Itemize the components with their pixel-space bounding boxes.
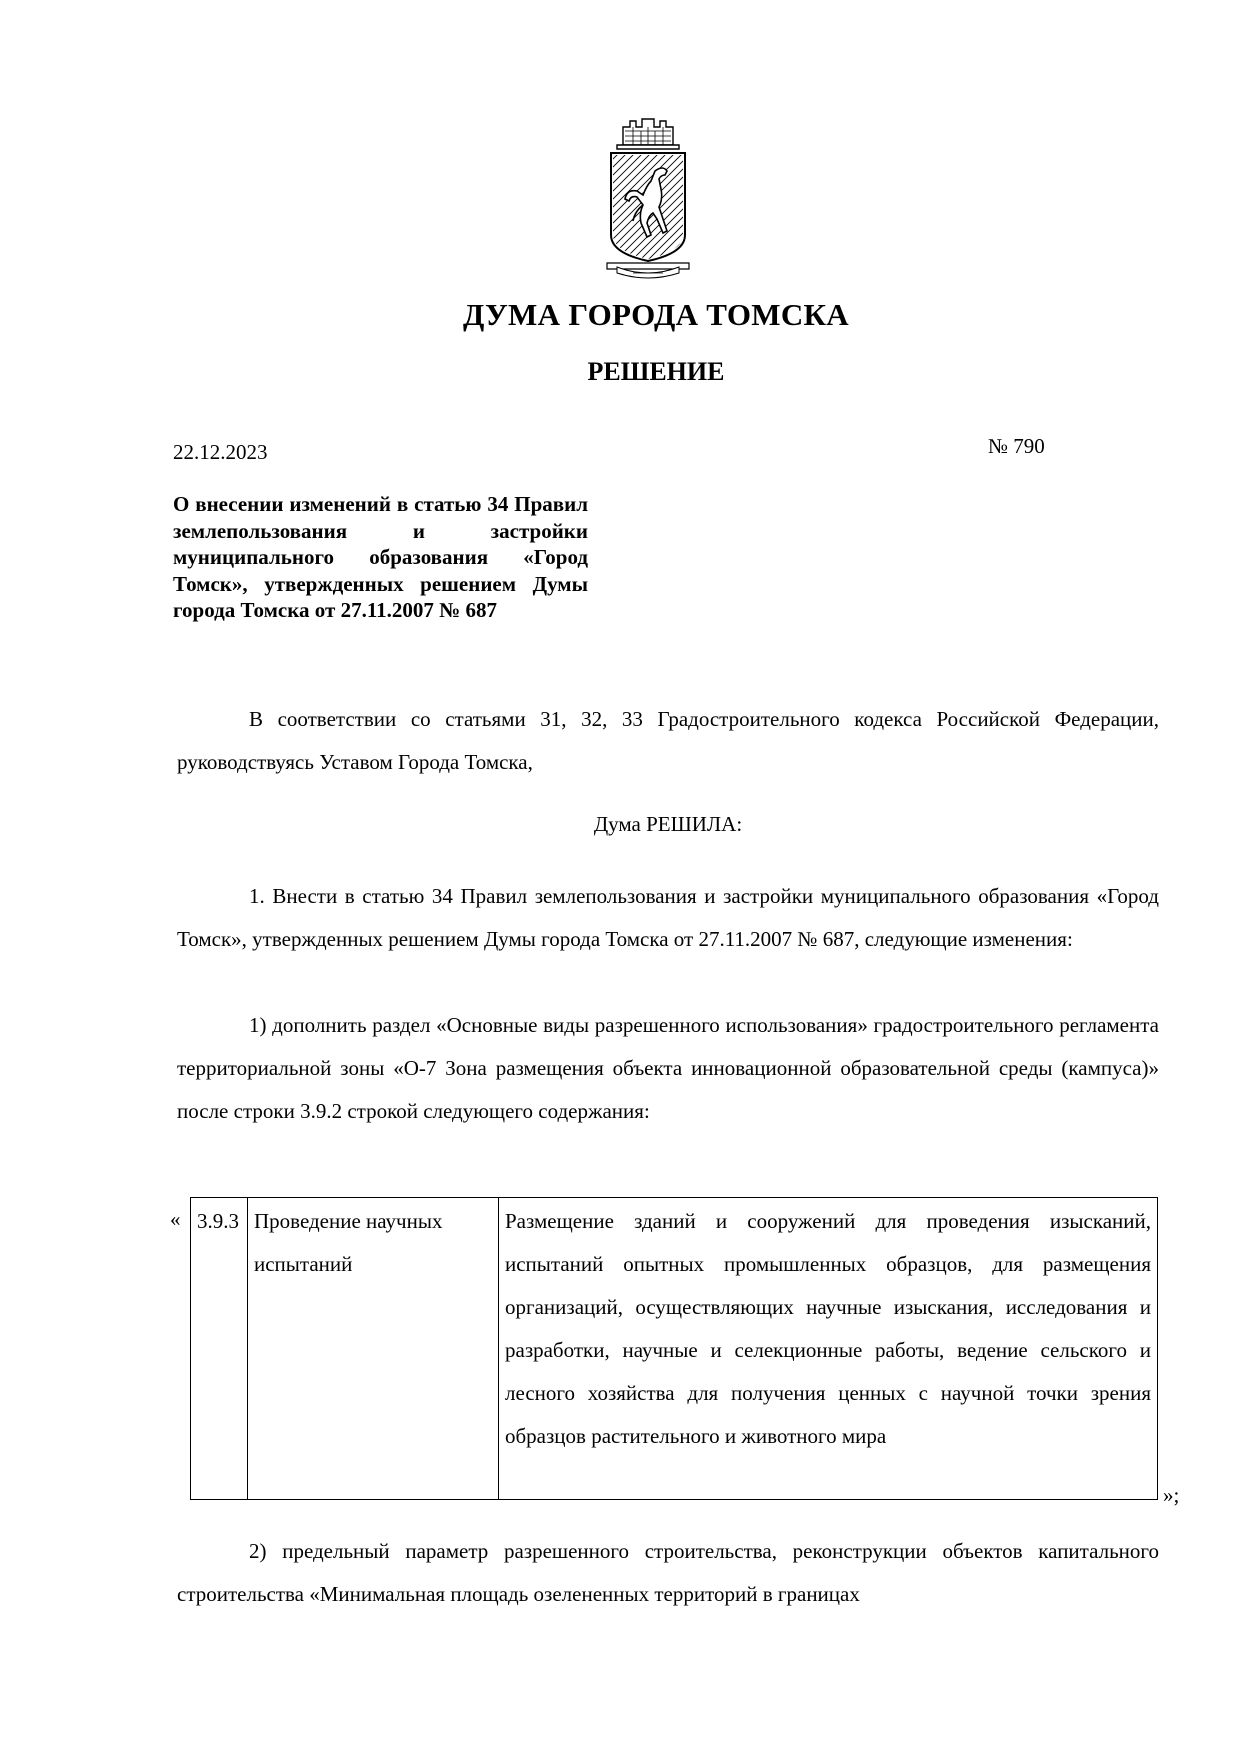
table-cell-name: Проведение научных испытаний: [248, 1198, 499, 1500]
preamble-paragraph: В соответствии со статьями 31, 32, 33 Градостроительного кодекса Российской Федерации, руководствуясь Уставом Города Томска,: [177, 707, 1159, 774]
item-1-1-paragraph: 1) дополнить раздел «Основные виды разрешенного использования» градостроительного регламента территориальной зоны «О-7 Зона размещения объекта инновационной образовательной среды (кампуса)» после строки 3.9.2 строкой следующего содержания:: [177, 1013, 1159, 1123]
tomsk-coat-of-arms-icon: [603, 113, 693, 283]
doc-type: РЕШЕНИЕ: [587, 357, 725, 386]
org-title: ДУМА ГОРОДА ТОМСКА: [463, 297, 849, 332]
item-1-paragraph: 1. Внести в статью 34 Правил землепользования и застройки муниципального образования «Город Томск», утвержденных решением Думы города Томска от 27.11.2007 № 687, следующие изменения:: [177, 884, 1159, 951]
quote-open: «: [170, 1207, 181, 1231]
table-cell-description: Размещение зданий и сооружений для проведения изысканий, испытаний опытных промышленных образцов, для размещения организаций, осуществляющих научные изыскания, исследования и разработки, научные и селекционные работы, ведение сельского и лесного хозяйства для получения ценных с научной точки зрения образцов растительного и животного мира: [499, 1198, 1158, 1500]
resolved-heading: Дума РЕШИЛА:: [593, 812, 743, 836]
doc-subject: О внесении изменений в статью 34 Правил землепользования и застройки муниципального образования «Город Томск», утвержденных решением Думы города Томска от 27.11.2007 № 687: [173, 492, 588, 622]
table-row: [191, 1198, 1158, 1500]
quote-close: »;: [1163, 1483, 1180, 1507]
item-1-2-paragraph: 2) предельный параметр разрешенного строительства, реконструкции объектов капитального строительства «Минимальная площадь озелененных территорий в границах: [177, 1539, 1159, 1606]
amendment-table: [190, 1197, 1158, 1500]
table-cell-code: 3.9.3: [191, 1198, 248, 1500]
doc-number: № 790: [988, 434, 1045, 458]
doc-date: 22.12.2023: [173, 440, 268, 464]
